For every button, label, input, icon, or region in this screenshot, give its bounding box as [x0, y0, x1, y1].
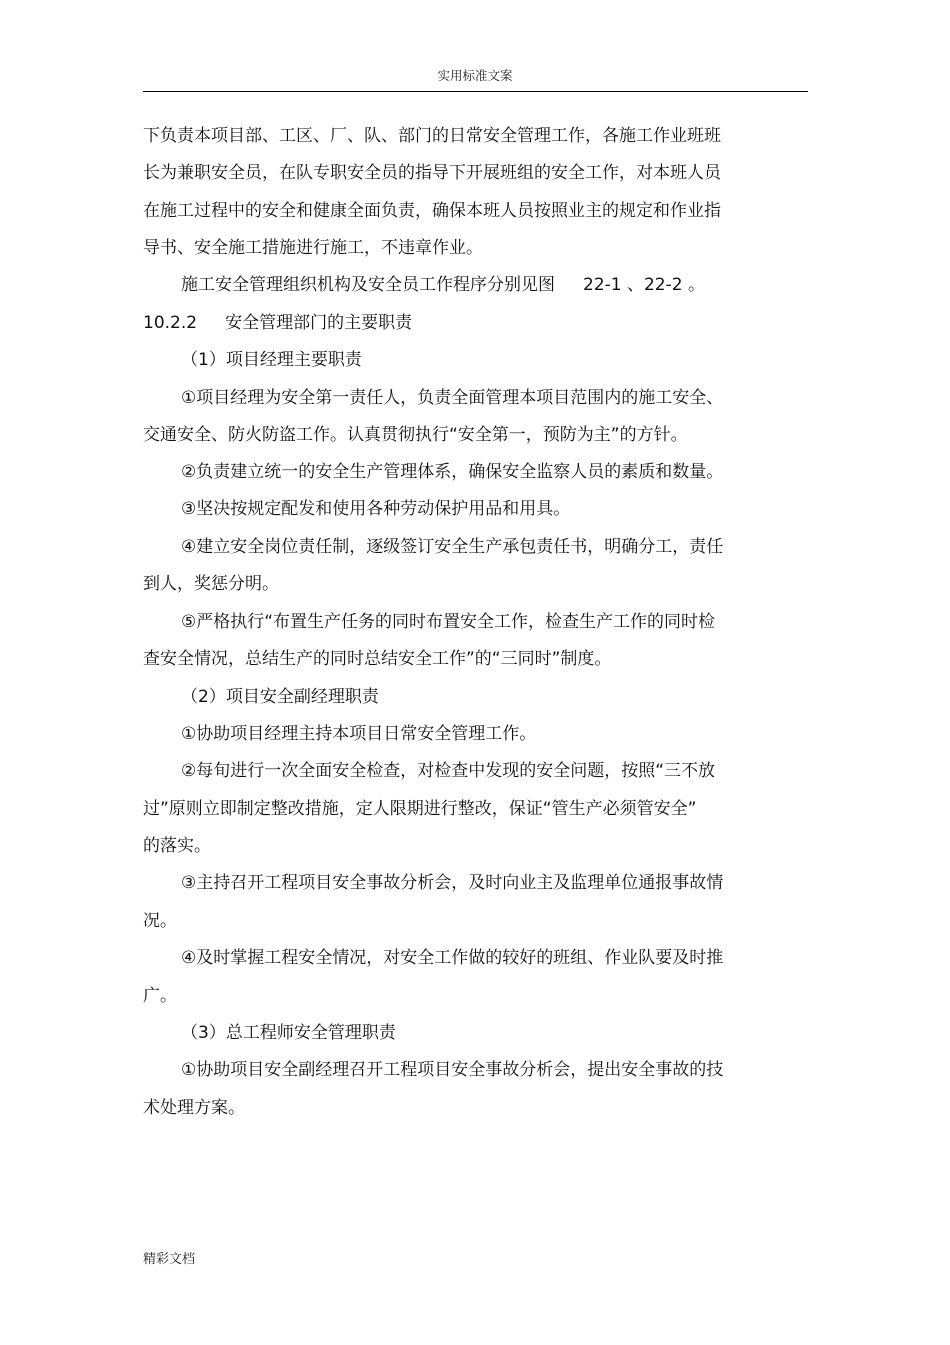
body-line: 术处理方案。	[143, 1098, 245, 1118]
figure-reference-text: 施工安全管理组织机构及安全员工作程序分别见图	[181, 275, 555, 295]
body-line: 查安全情况，总结生产的同时总结安全工作”的“三同时”制度。	[143, 649, 612, 669]
body-line: ④建立安全岗位责任制，逐级签订安全生产承包责任书，明确分工，责任	[181, 537, 724, 557]
body-line: ①协助项目经理主持本项目日常安全管理工作。	[181, 724, 537, 744]
body-line: 交通安全、防火防盗工作。认真贯彻执行“安全第一，预防为主”的方针。	[143, 425, 688, 445]
body-line: 到人，奖惩分明。	[143, 574, 279, 594]
body-line: ①协助项目安全副经理召开工程项目安全事故分析会，提出安全事故的技	[181, 1060, 724, 1080]
body-line: 导书、安全施工措施进行施工，不违章作业。	[143, 238, 483, 258]
header-divider	[143, 91, 808, 92]
figure-reference-numbers: 22-1 、22-2 。	[583, 275, 705, 295]
page-footer: 精彩文档	[143, 1252, 196, 1267]
body-line: 在施工过程中的安全和健康全面负责，确保本班人员按照业主的规定和作业指	[143, 201, 721, 221]
body-line: ④及时掌握工程安全情况，对安全工作做的较好的班组、作业队要及时推	[181, 948, 724, 968]
body-line: 的落实。	[143, 836, 211, 856]
figure-reference	[181, 274, 705, 296]
body-line: ⑤严格执行“布置生产任务的同时布置安全工作，检查生产工作的同时检	[181, 612, 716, 632]
body-line: 下负责本项目部、工区、厂、队、部门的日常安全管理工作，各施工作业班班	[143, 126, 721, 146]
subsection-heading: （1）项目经理主要职责	[181, 350, 362, 370]
section-title: 安全管理部门的主要职责	[225, 313, 413, 333]
subsection-heading: （3）总工程师安全管理职责	[181, 1023, 396, 1043]
body-line: 况。	[143, 911, 177, 931]
subsection-heading: （2）项目安全副经理职责	[181, 687, 379, 707]
body-line: ②负责建立统一的安全生产管理体系，确保安全监察人员的素质和数量。	[181, 462, 724, 482]
body-line: ②每旬进行一次全面安全检查，对检查中发现的安全问题，按照“三不放	[181, 761, 716, 781]
section-number: 10.2.2	[143, 313, 198, 333]
section-heading	[143, 312, 412, 334]
body-line: 过”原则立即制定整改措施，定人限期进行整改，保证“管生产必须管安全”	[143, 799, 697, 819]
body-line: 长为兼职安全员，在队专职安全员的指导下开展班组的安全工作，对本班人员	[143, 163, 721, 183]
page-header-title: 实用标准文案	[437, 68, 513, 83]
body-line: ①项目经理为安全第一责任人，负责全面管理本项目范围内的施工安全、	[181, 388, 724, 408]
body-line: ③主持召开工程项目安全事故分析会，及时向业主及监理单位通报事故情	[181, 873, 724, 893]
body-line: ③坚决按规定配发和使用各种劳动保护用品和用具。	[181, 499, 571, 519]
body-line: 广。	[143, 986, 177, 1006]
